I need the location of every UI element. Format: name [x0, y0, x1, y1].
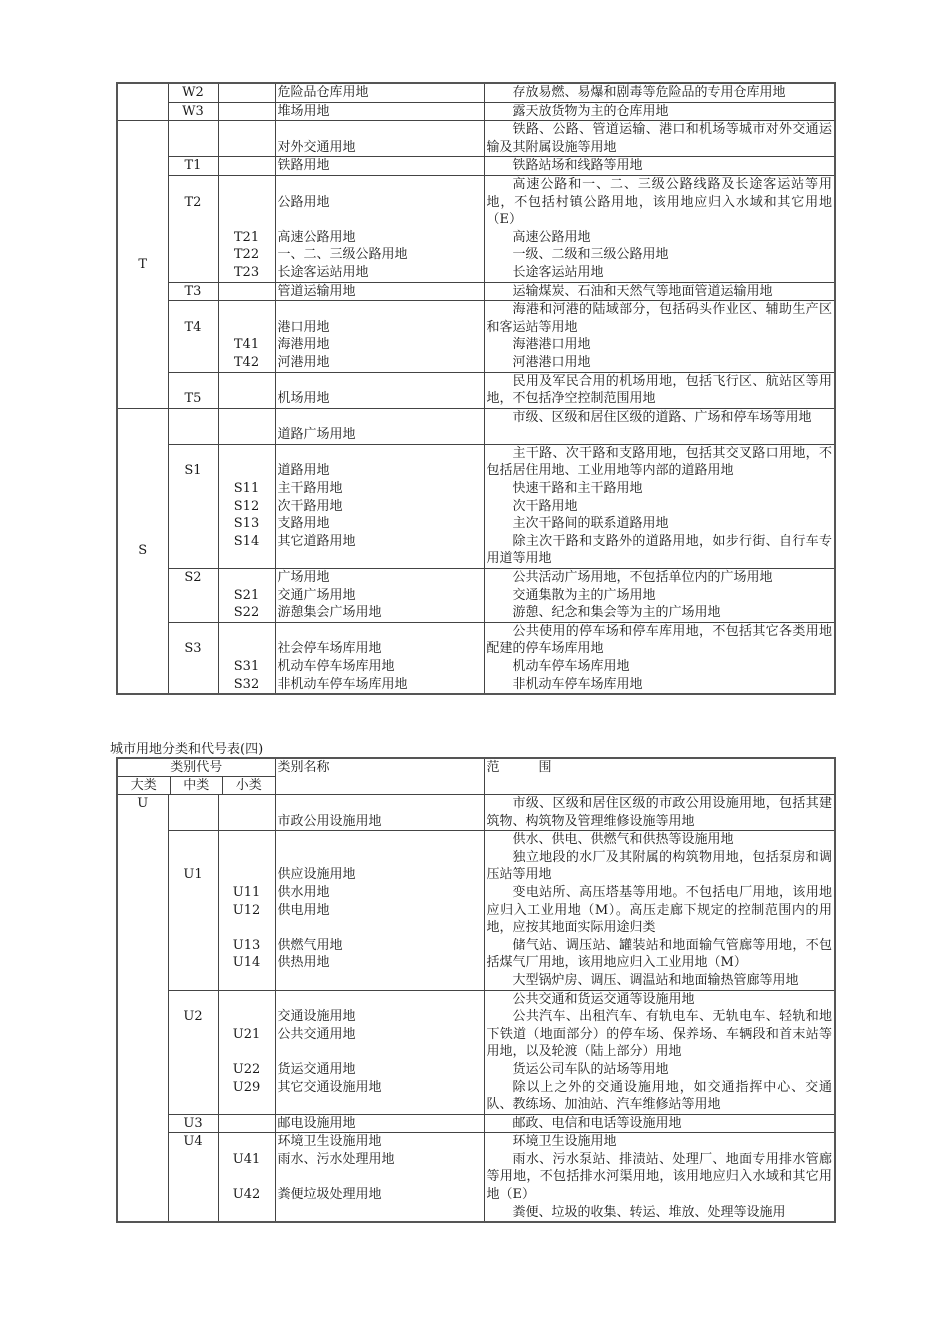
small-class-cell-line	[221, 569, 273, 587]
mid-class-cell-line	[171, 121, 216, 139]
category-name-cell-line	[278, 445, 482, 463]
small-class-cell-line: T41	[233, 337, 260, 353]
table-caption: 城市用地分类和代号表(四)	[110, 742, 264, 757]
table-row	[117, 83, 835, 102]
mid-class-cell	[168, 990, 218, 1114]
table-row	[117, 831, 835, 990]
small-class-cell	[218, 408, 275, 444]
category-name-cell-line: 支路用地	[277, 516, 330, 532]
mid-class-cell-line	[171, 849, 216, 867]
small-class-cell	[218, 795, 275, 831]
category-name-cell-line: 公路用地	[277, 194, 330, 210]
mid-class-cell	[168, 282, 218, 301]
mid-class-cell	[168, 569, 218, 623]
category-name-cell-line: 供应设施用地	[277, 867, 356, 883]
category-name-cell	[275, 301, 484, 372]
scope-cell-line: 邮政、电信和电话等设施用地	[512, 1115, 682, 1131]
mid-class-cell	[168, 102, 218, 121]
small-class-cell	[218, 622, 275, 694]
scope-cell-line: 铁路、公路、管道运输、港口和机场等城市对外交通运输及其附属设施等用地	[486, 122, 832, 155]
small-class-cell	[218, 372, 275, 408]
category-name-cell-line: 供电用地	[277, 902, 330, 918]
mid-class-cell-line	[171, 445, 216, 463]
scope-cell-line: 除主次干路和支路外的道路用地，如步行街、自行车专用道等用地	[486, 533, 832, 567]
small-class-cell	[218, 990, 275, 1114]
scope-cell	[484, 282, 835, 301]
scope-cell-line: 交通集散为主的广场用地	[512, 587, 656, 603]
mid-class-cell	[168, 408, 218, 444]
scope-cell-line: 供水、供电、供燃气和供热等设施用地	[512, 832, 734, 848]
small-class-cell-line	[221, 176, 273, 194]
scope-cell	[484, 372, 835, 408]
category-name-cell-line: 雨水、污水处理用地	[277, 1151, 395, 1167]
table-row	[117, 444, 835, 568]
small-class-cell-line	[221, 103, 273, 121]
small-class-cell-line	[221, 1043, 273, 1061]
category-name-cell-line: 海港用地	[277, 337, 330, 353]
category-name-cell	[275, 990, 484, 1114]
category-name-cell-line: 邮电设施用地	[277, 1115, 356, 1131]
scope-cell-line: 除以上之外的交通设施用地，如交通指挥中心、交通队、教练场、加油站、汽车维修站等用地	[486, 1079, 833, 1113]
scope-cell-line: 非机动车停车场库用地	[512, 676, 643, 692]
small-class-cell-line: T42	[233, 354, 260, 370]
category-name-cell	[275, 622, 484, 694]
small-class-cell	[218, 569, 275, 623]
scope-cell	[484, 1133, 835, 1222]
category-name-cell-line: 供燃气用地	[277, 937, 343, 953]
mid-class-cell	[168, 175, 218, 282]
mid-class-cell-line: W3	[182, 103, 204, 119]
small-class-cell-line: S22	[233, 605, 260, 621]
category-name-cell-line: 供热用地	[277, 955, 330, 971]
scope-cell-line: 环境卫生设施用地	[512, 1134, 617, 1150]
scope-cell-line: 海港港口用地	[512, 337, 591, 353]
scope-cell	[484, 301, 835, 372]
mid-class-cell	[168, 83, 218, 102]
category-name-cell	[275, 831, 484, 990]
mid-class-cell	[168, 121, 218, 157]
mid-class-cell-line	[171, 795, 216, 813]
small-class-cell-line: U14	[232, 955, 261, 971]
category-name-cell-line	[278, 623, 482, 641]
category-name-cell-line: 非机动车停车场库用地	[277, 676, 408, 692]
category-name-cell-line	[278, 919, 482, 937]
category-name-cell-line: 港口用地	[277, 319, 330, 335]
small-class-cell-line: S21	[233, 587, 260, 603]
small-class-cell-line: S12	[233, 498, 260, 514]
category-name-cell-line	[278, 991, 482, 1009]
category-name-cell-line	[278, 1043, 482, 1061]
category-name-cell-line: 机场用地	[277, 391, 330, 407]
category-name-cell	[275, 102, 484, 121]
category-name-cell-line: 广场用地	[277, 570, 330, 586]
category-name-cell-line	[278, 1168, 482, 1186]
category-name-cell-line: 高速公路用地	[277, 229, 356, 245]
scope-cell-line: 雨水、污水泵站、排渍站、处理厂、地面专用排水管廊等用地，不包括排水河渠用地，该用地应归入水域和其它用地（E）	[486, 1151, 833, 1203]
small-class-cell-line	[221, 373, 273, 391]
small-class-cell-line	[221, 84, 273, 102]
small-class-cell-line: U41	[232, 1151, 261, 1167]
category-name-cell-line: 危险品仓库用地	[277, 85, 369, 100]
scope-cell-line: 主干路、次干路和支路用地，包括其交叉路口用地，不包括居住用地、工业用地等内部的道路用地	[486, 445, 832, 479]
scope-cell-line: 快速干路和主干路用地	[512, 481, 643, 497]
small-class-cell-line	[221, 1008, 273, 1026]
small-class-cell-line	[221, 211, 273, 229]
small-class-cell-line: U13	[232, 937, 261, 953]
scope-cell-line: 运输煤炭、石油和天然气等地面管道运输用地	[512, 283, 773, 299]
category-name-cell-line: 次干路用地	[277, 498, 343, 514]
small-class-cell-line	[221, 194, 273, 212]
mid-class-cell	[168, 831, 218, 990]
scope-cell-line: 货运公司车队的站场等用地	[512, 1061, 669, 1077]
code-header	[117, 758, 275, 795]
mid-class-cell-line: T3	[184, 283, 202, 299]
small-class-cell-line	[221, 283, 273, 301]
small-class-cell-line	[221, 157, 273, 175]
mid-class-cell	[168, 372, 218, 408]
category-name-cell-line: 道路用地	[277, 463, 330, 479]
scope-cell-line: 存放易燃、易爆和剧毒等危险品的专用仓库用地	[512, 85, 786, 100]
scope-cell-line: 公共交通和货运交通等设施用地	[512, 991, 695, 1007]
mid-class-cell-line: T1	[184, 158, 202, 174]
small-class-cell-line	[221, 1168, 273, 1186]
category-name-cell-line: 供水用地	[277, 884, 330, 900]
scope-cell	[484, 990, 835, 1114]
small-class-cell-line	[221, 409, 273, 427]
table-row	[117, 408, 835, 444]
mid-class-cell-line	[171, 409, 216, 427]
mid-class-cell	[168, 444, 218, 568]
small-class-cell-line	[221, 795, 273, 813]
name-header: 类别名称	[275, 758, 484, 795]
category-name-cell-line: 社会停车场库用地	[277, 641, 382, 657]
table-row	[117, 1133, 835, 1222]
small-class-cell-line	[221, 831, 273, 849]
small-class-cell-line	[221, 849, 273, 867]
small-class-cell-line	[221, 991, 273, 1009]
mid-class-cell-line: S2	[184, 570, 202, 586]
scope-cell-line: 变电站所、高压塔基等用地。不包括电厂用地，该用地应归入工业用地（M）。高压走廊下规定的控制范围内的用地，应按其地面实际用途归类	[486, 884, 833, 936]
category-name-cell-line	[278, 211, 482, 229]
scope-cell-line: 海港和河港的陆域部分，包括码头作业区、辅助生产区和客运站等用地	[486, 302, 832, 335]
big-class-cell: S	[117, 408, 168, 694]
table-header-row	[117, 758, 835, 795]
small-class-cell-line	[221, 1133, 273, 1151]
mid-class-header: 中类	[171, 777, 224, 794]
category-name-cell	[275, 157, 484, 176]
category-name-cell-line	[278, 409, 482, 427]
table-row	[117, 372, 835, 408]
scope-cell	[484, 795, 835, 831]
category-name-cell-line	[278, 795, 482, 813]
table-row	[117, 569, 835, 623]
mid-class-cell	[168, 795, 218, 831]
category-name-cell-line: 公共交通用地	[277, 1026, 356, 1042]
small-class-cell-line	[221, 866, 273, 884]
small-class-cell	[218, 102, 275, 121]
small-class-cell-line	[221, 640, 273, 658]
category-name-cell	[275, 795, 484, 831]
scope-cell	[484, 83, 835, 102]
scope-cell	[484, 102, 835, 121]
small-class-cell-line: U12	[232, 902, 261, 918]
category-name-cell-line: 一、二、三级公路用地	[277, 247, 408, 263]
scope-cell-line: 高速公路用地	[512, 229, 591, 245]
scope-cell	[484, 408, 835, 444]
small-class-cell-line: T23	[233, 264, 260, 280]
scope-header: 范 围	[484, 758, 835, 795]
small-class-cell-line	[221, 121, 273, 139]
small-class-cell-line: S32	[233, 676, 260, 692]
category-name-cell-line	[278, 176, 482, 194]
category-name-cell	[275, 1133, 484, 1222]
category-name-cell-line: 对外交通用地	[277, 139, 356, 155]
category-name-cell-line	[278, 121, 482, 139]
table-row	[117, 990, 835, 1114]
big-class-cell: T	[117, 121, 168, 409]
mid-class-cell-line: T5	[184, 391, 202, 407]
mid-class-cell	[168, 301, 218, 372]
small-class-cell	[218, 1133, 275, 1222]
scope-cell-line: 铁路站场和线路等用地	[512, 158, 643, 174]
land-use-table-continued	[116, 82, 836, 695]
category-name-cell-line: 粪便垃圾处理用地	[277, 1187, 382, 1203]
small-class-cell-line: U22	[232, 1061, 261, 1077]
small-class-cell-line	[221, 462, 273, 480]
scope-cell-line: 高速公路和一、二、三级公路线路及长途客运站等用地，不包括村镇公路用地，该用地应归入水域和其它用地（E）	[486, 176, 832, 228]
mid-class-cell-line	[171, 176, 216, 194]
scope-cell-line: 游憩、纪念和集会等为主的广场用地	[512, 605, 721, 621]
table-row	[117, 301, 835, 372]
land-use-table-four	[116, 757, 836, 1223]
category-name-cell	[275, 121, 484, 157]
category-name-cell-line: 交通设施用地	[277, 1009, 356, 1025]
mid-class-cell-line: T4	[184, 319, 202, 335]
small-class-cell-line	[221, 1115, 273, 1133]
category-name-cell	[275, 175, 484, 282]
small-class-cell-line: U11	[232, 884, 261, 900]
category-name-cell-line: 铁路用地	[277, 158, 330, 174]
table-row	[117, 622, 835, 694]
mid-class-cell-line	[171, 623, 216, 641]
small-class-cell	[218, 175, 275, 282]
category-name-cell-line: 管道运输用地	[277, 283, 356, 299]
scope-cell-line: 次干路用地	[512, 498, 578, 514]
small-class-header: 小类	[235, 778, 262, 793]
small-class-cell-line	[221, 623, 273, 641]
table-row	[117, 157, 835, 176]
category-name-cell-line: 河港用地	[277, 354, 330, 370]
small-class-cell-line: U21	[232, 1026, 261, 1042]
small-class-cell-line: S13	[233, 516, 260, 532]
category-name-cell	[275, 372, 484, 408]
scope-cell-line: 机动车停车场库用地	[512, 659, 630, 674]
scope-cell	[484, 569, 835, 623]
small-class-cell	[218, 121, 275, 157]
category-name-cell-line: 长途客运站用地	[277, 264, 369, 280]
scope-cell-line: 公共使用的停车场和停车库用地，不包括其它各类用地配建的停车场库用地	[486, 623, 832, 657]
category-name-cell-line	[278, 831, 482, 849]
mid-class-cell	[168, 1114, 218, 1133]
small-class-cell-line: S31	[233, 659, 260, 674]
mid-class-cell	[168, 622, 218, 694]
mid-class-cell	[168, 1133, 218, 1222]
small-class-cell-line: S11	[233, 481, 260, 497]
small-class-cell-line: S14	[233, 533, 260, 549]
small-class-cell-line: U42	[232, 1187, 261, 1203]
category-name-cell	[275, 282, 484, 301]
mid-class-cell-line: U4	[183, 1134, 203, 1150]
category-name-cell-line: 道路广场用地	[277, 427, 356, 443]
small-class-cell-line	[221, 445, 273, 463]
mid-class-cell-line: U3	[183, 1115, 203, 1131]
category-name-cell-line	[278, 849, 482, 867]
category-name-cell-line: 其它道路用地	[277, 533, 356, 549]
mid-class-cell-line: U2	[183, 1009, 203, 1025]
scope-cell-line: 公共汽车、出租汽车、有轨电车、无轨电车、轻轨和地下铁道（地面部分）的停车场、保养场、车辆段和首末站等用地，以及轮渡（陆上部分）用地	[486, 1009, 833, 1060]
small-class-cell	[218, 1114, 275, 1133]
scope-cell-line: 大型锅炉房、调压、调温站和地面输热管廊等用地	[512, 972, 799, 988]
scope-cell-line: 河港港口用地	[512, 354, 591, 370]
category-name-cell-line: 堆场用地	[277, 103, 330, 119]
mid-class-cell	[168, 157, 218, 176]
table-row	[117, 175, 835, 282]
scope-cell	[484, 175, 835, 282]
table-row	[117, 795, 835, 831]
small-class-cell-line: U29	[232, 1079, 261, 1095]
scope-cell-line: 市级、区级和居住区级的道路、广场和停车场等用地	[512, 409, 812, 425]
mid-class-cell-line	[171, 373, 216, 391]
mid-class-cell-line: S1	[184, 463, 202, 479]
scope-cell-line: 公共活动广场用地，不包括单位内的广场用地	[512, 570, 773, 586]
category-name-cell	[275, 444, 484, 568]
scope-cell	[484, 444, 835, 568]
big-class-header: 大类	[118, 777, 171, 794]
category-name-cell	[275, 83, 484, 102]
small-class-cell	[218, 83, 275, 102]
category-name-cell-line: 主干路用地	[277, 481, 343, 497]
table-row	[117, 1114, 835, 1133]
category-name-cell	[275, 1114, 484, 1133]
small-class-cell	[218, 444, 275, 568]
category-name-cell-line	[278, 373, 482, 391]
scope-cell	[484, 1114, 835, 1133]
small-class-cell-line: T22	[233, 247, 260, 263]
mid-class-cell-line	[171, 991, 216, 1009]
scope-cell	[484, 121, 835, 157]
small-class-cell	[218, 831, 275, 990]
category-name-cell-line: 市政公用设施用地	[277, 813, 382, 829]
small-class-cell	[218, 282, 275, 301]
scope-cell-line: 露天放货物为主的仓库用地	[512, 103, 669, 119]
mid-class-cell-line: S3	[184, 641, 202, 657]
scope-cell-line: 粪便、垃圾的收集、转运、堆放、处理等设施用	[512, 1204, 786, 1220]
scope-cell-line: 储气站、调压站、罐装站和地面输气管廊等用地，不包括煤气厂用地，该用地应归入工业用地（M）	[486, 937, 833, 971]
small-class-cell	[218, 157, 275, 176]
mid-class-cell-line: U1	[183, 867, 203, 883]
table-row	[117, 102, 835, 121]
table-row	[117, 282, 835, 301]
big-class-cell: U	[117, 795, 168, 1223]
category-name-cell-line	[278, 301, 482, 319]
mid-class-cell-line	[171, 831, 216, 849]
code-group-label: 类别代号	[118, 759, 275, 777]
scope-cell-line: 民用及军民合用的机场用地，包括飞行区、航站区等用地，不包括净空控制范围用地	[486, 373, 832, 407]
category-name-cell	[275, 408, 484, 444]
category-name-cell	[275, 569, 484, 623]
category-name-cell-line: 交通广场用地	[277, 587, 356, 603]
mid-class-cell-line	[171, 301, 216, 319]
scope-cell-line: 市级、区级和居住区级的市政公用设施用地，包括其建筑物、构筑物及管理维修设施等用地	[486, 796, 833, 829]
category-name-cell-line: 游憩集会广场用地	[277, 605, 382, 621]
small-class-cell-line	[221, 319, 273, 337]
small-class-cell-line: T21	[233, 229, 260, 245]
table-row	[117, 121, 835, 157]
category-name-cell-line: 环境卫生设施用地	[277, 1134, 382, 1150]
small-class-cell-line	[221, 919, 273, 937]
mid-class-cell-line: W2	[182, 85, 204, 100]
small-class-cell	[218, 301, 275, 372]
category-name-cell-line: 机动车停车场库用地	[277, 659, 395, 674]
small-class-cell-line	[221, 301, 273, 319]
scope-cell	[484, 157, 835, 176]
scope-cell-line: 独立地段的水厂及其附属的构筑物用地，包括泵房和调压站等用地	[486, 849, 833, 883]
scope-cell	[484, 831, 835, 990]
mid-class-cell-line: T2	[184, 194, 202, 210]
big-class-cell	[117, 83, 168, 121]
scope-cell-line: 一级、二级和三级公路用地	[512, 247, 669, 263]
category-name-cell-line: 其它交通设施用地	[277, 1079, 382, 1095]
scope-cell-line: 主次干路间的联系道路用地	[512, 516, 669, 532]
scope-cell	[484, 622, 835, 694]
scope-cell-line: 长途客运站用地	[512, 264, 604, 280]
category-name-cell-line: 货运交通用地	[277, 1061, 356, 1077]
